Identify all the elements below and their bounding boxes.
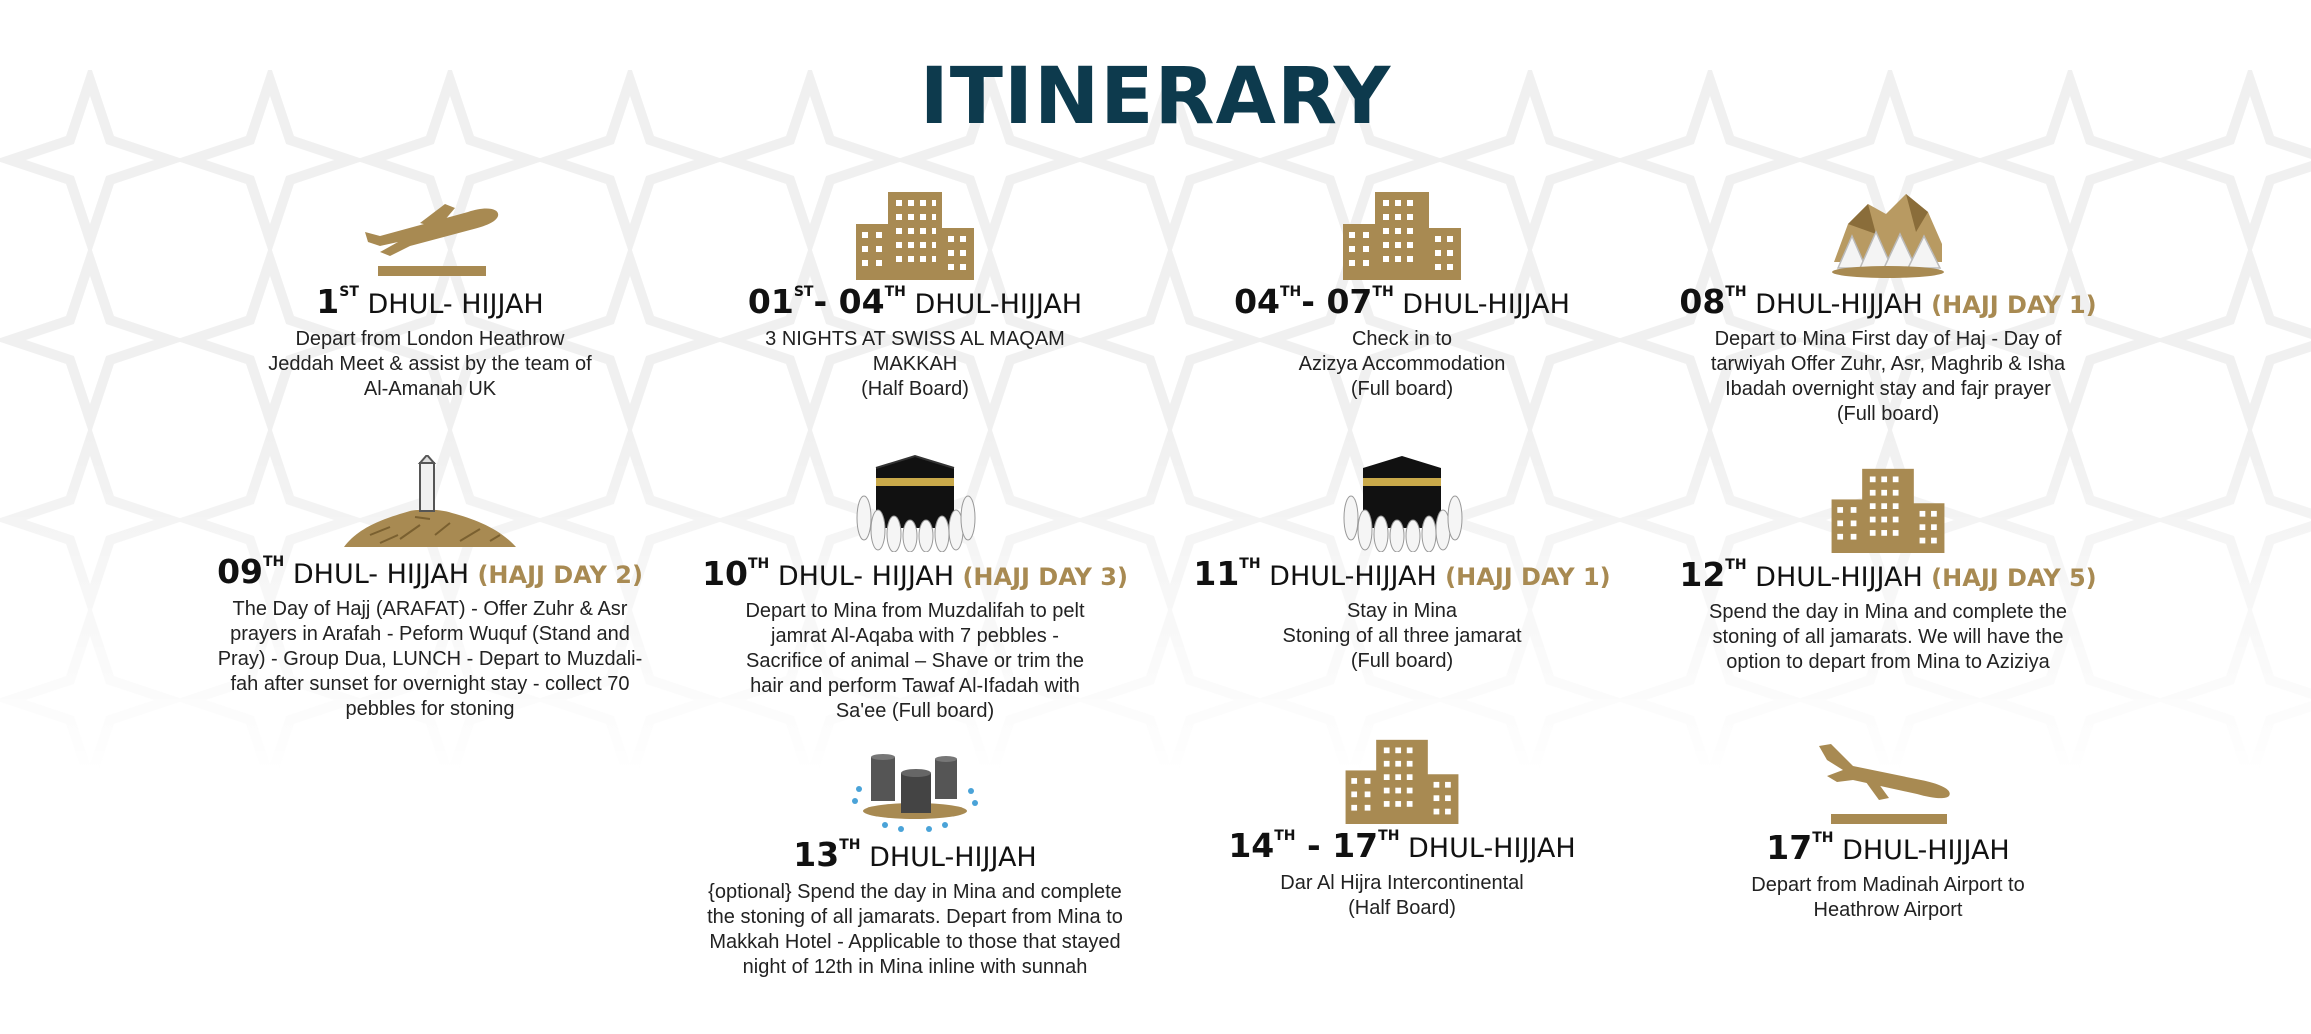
item-date-heading: 08TH DHUL-HIJJAH (HAJJ DAY 1): [1679, 282, 2097, 321]
plane-takeoff-icon: [350, 190, 510, 280]
item-date-heading: 11TH DHUL-HIJJAH (HAJJ DAY 1): [1193, 554, 1611, 593]
item-date-heading: 1ST DHUL- HIJJAH: [316, 282, 544, 321]
itinerary-item-11: [1668, 736, 2108, 923]
item-description: 3 NIGHTS AT SWISS AL MAQAM MAKKAH (Half Board): [765, 328, 1065, 400]
item-date-heading: 10TH DHUL- HIJJAH (HAJJ DAY 3): [702, 554, 1128, 593]
item-description: Depart from London Heathrow Jeddah Meet & assist by the team of Al-Amanah UK: [268, 328, 592, 400]
plane-landing-icon: [1813, 736, 1963, 826]
itinerary-item-8: [1668, 465, 2108, 675]
hotel-building-icon: [1823, 465, 1953, 553]
item-description: Spend the day in Mina and complete the stoning of all jamarats. We will have the option to depart from Mina to Aziziya: [1708, 601, 2068, 673]
itinerary-item-10: [1182, 736, 1622, 921]
itinerary-item-2: [695, 188, 1135, 402]
item-date-heading: 09TH DHUL- HIJJAH (HAJJ DAY 2): [217, 552, 643, 591]
item-description: Depart to Mina from Muzdalifah to pelt jamrat Al-Aqaba with 7 pebbles - Sacrifice of animal – Shave or trim the hair and perform Tawaf Al-Ifadah with Sa'ee (Full board): [745, 600, 1085, 722]
itinerary-item-1: [210, 190, 650, 402]
item-date-heading: 17TH DHUL-HIJJAH: [1766, 828, 2010, 867]
itinerary-item-3: [1182, 188, 1622, 402]
kaaba-icon: [850, 448, 980, 552]
item-description: Stay in Mina Stoning of all three jamarat (Full board): [1282, 600, 1522, 672]
item-date-heading: 14TH - 17TH DHUL-HIJJAH: [1228, 826, 1576, 865]
page-title: ITINERARY: [919, 52, 1392, 142]
item-date-heading: 01ST- 04TH DHUL-HIJJAH: [747, 282, 1083, 321]
item-date-heading: 13TH DHUL-HIJJAH: [793, 835, 1037, 874]
mina-tents-icon: [1828, 184, 1948, 280]
itinerary-item-6: [695, 448, 1135, 724]
item-description: Depart to Mina First day of Haj - Day of tarwiyah Offer Zuhr, Asr, Maghrib & Isha Ibadah overnight stay and fajr prayer (Full board): [1710, 328, 2066, 425]
hotel-building-icon: [1337, 188, 1467, 280]
itinerary-item-4: [1668, 184, 2108, 427]
item-description: {optional} Spend the day in Mina and complete the stoning of all jamarats. Depart from Mina to Makkah Hotel - Applicable to those that stayed night of 12th in Mina inline with sunnah: [707, 881, 1123, 978]
item-description: Dar Al Hijra Intercontinental (Half Board): [1280, 872, 1524, 919]
item-date-heading: 12TH DHUL-HIJJAH (HAJJ DAY 5): [1679, 555, 2097, 594]
jamarat-icon: [845, 745, 985, 833]
item-description: Check in to Azizya Accommodation (Full board): [1298, 328, 1506, 400]
item-description: The Day of Hajj (ARAFAT) - Offer Zuhr & Asr prayers in Arafah - Peform Wuquf (Stand and Pray) - Group Dua, LUNCH - Depart to Muzdali- fah after sunset for overnight stay - collect 70 pebbles for stoning: [217, 598, 643, 720]
itinerary-item-9: [695, 745, 1135, 980]
mount-arafat-icon: [340, 455, 520, 550]
itinerary-item-7: [1182, 448, 1622, 674]
item-description: Depart from Madinah Airport to Heathrow Airport: [1751, 874, 2025, 921]
kaaba-icon: [1337, 448, 1467, 552]
itinerary-item-5: [210, 455, 650, 722]
hotel-building-icon: [850, 188, 980, 280]
hotel-building-icon: [1337, 736, 1467, 824]
item-date-heading: 04TH- 07TH DHUL-HIJJAH: [1234, 282, 1570, 321]
